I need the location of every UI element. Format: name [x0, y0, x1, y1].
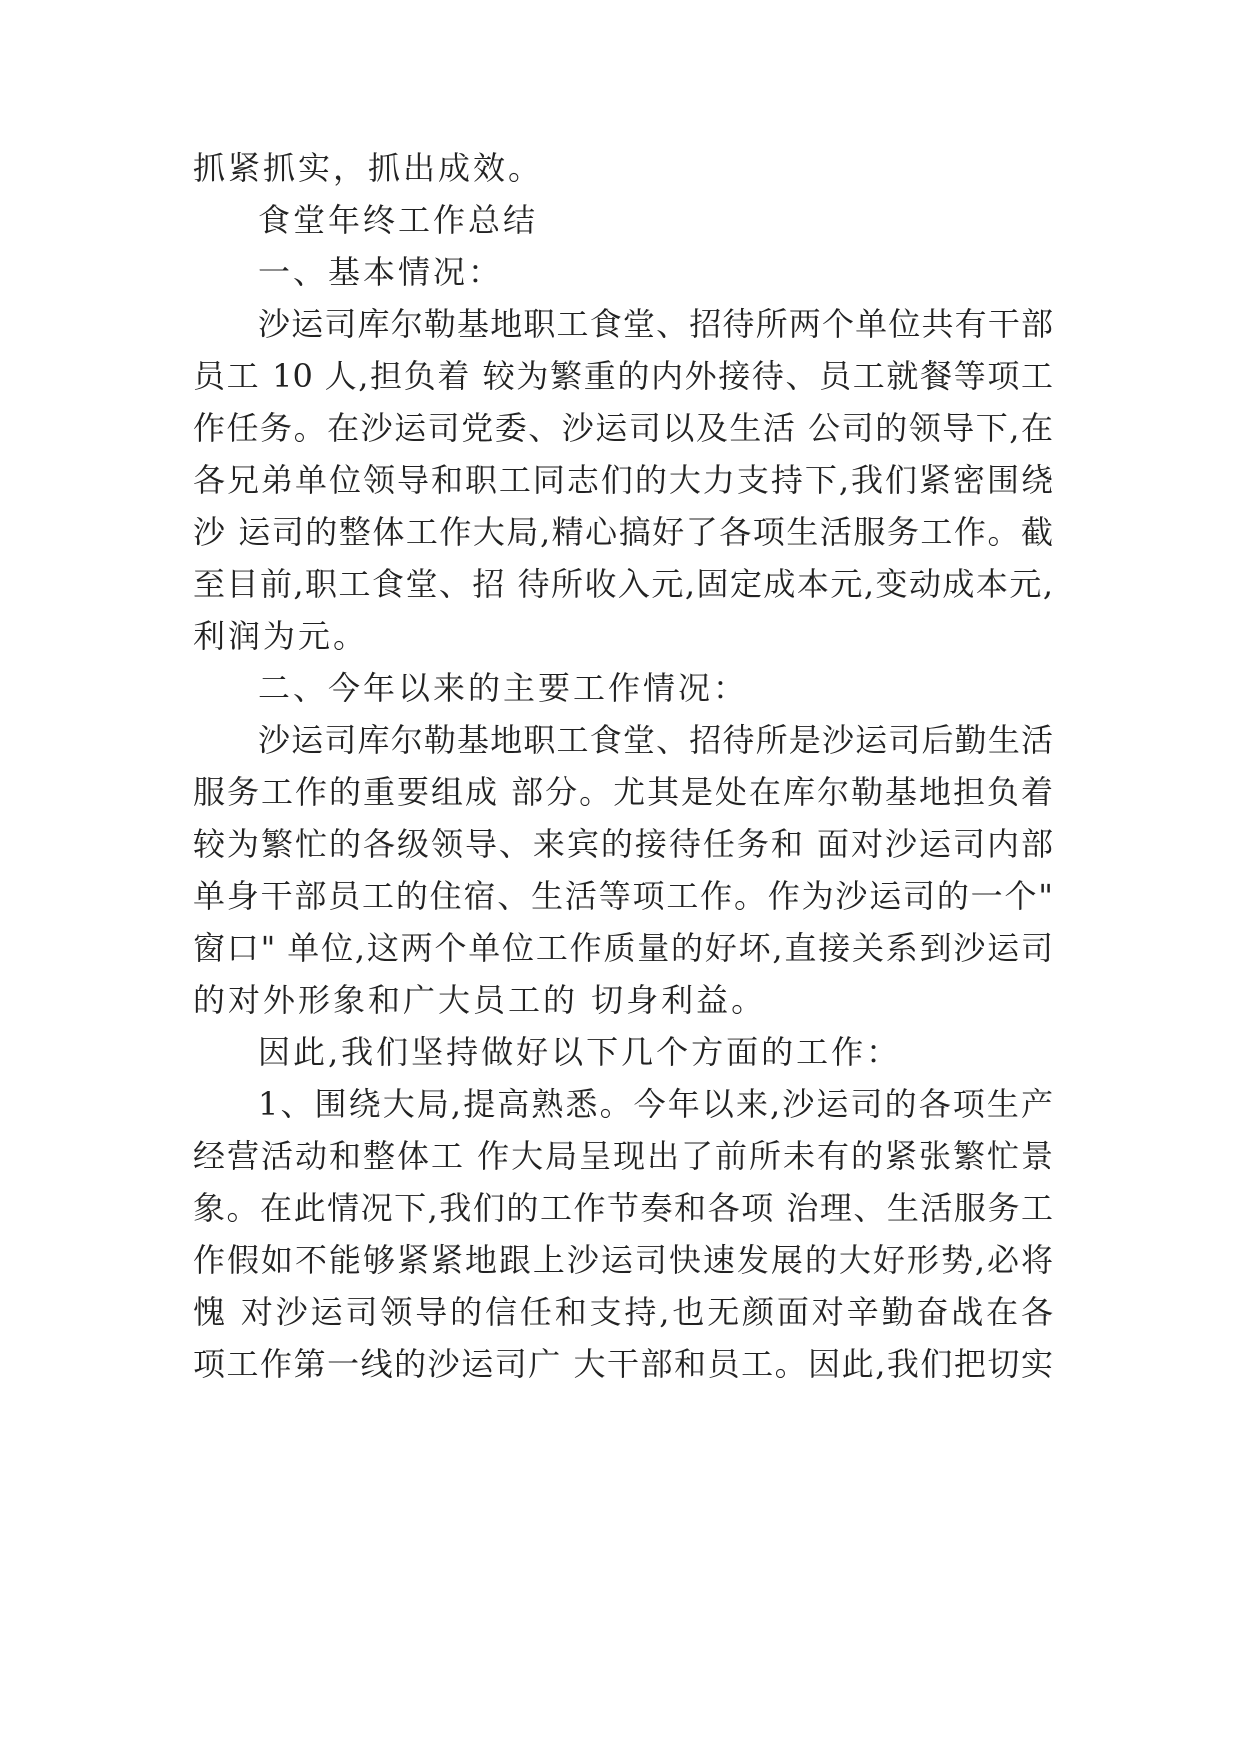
text-line: 沙运司库尔勒基地职工食堂、招待所两个单位共有干部 [258, 305, 1053, 343]
text-line: 抓紧抓实，抓出成效。 [193, 149, 544, 187]
text-line: 1、围绕大局,提高熟悉。今年以来,沙运司的各项生产 [258, 1085, 1053, 1123]
text-line: 的对外形象和广大员工的 切身利益。 [193, 981, 767, 1019]
section-title: 食堂年终工作总结 [258, 201, 539, 239]
text-line: 利润为元。 [193, 617, 369, 655]
text-line: 作任务。在沙运司党委、沙运司以及生活 公司的领导下,在 [193, 409, 1053, 447]
text-line: 单身干部员工的住宿、生活等项工作。作为沙运司的一个" [193, 877, 1053, 915]
text-line: 作假如不能够紧紧地跟上沙运司快速发展的大好形势,必将 [193, 1241, 1053, 1279]
text-line: 沙 运司的整体工作大局,精心搞好了各项生活服务工作。截 [193, 513, 1053, 551]
text-line: 象。在此情况下,我们的工作节奏和各项 治理、生活服务工 [193, 1189, 1053, 1227]
text-line: 至目前,职工食堂、招 待所收入元,固定成本元,变动成本元, [193, 565, 1053, 603]
section-heading: 二、今年以来的主要工作情况： [258, 669, 749, 707]
text-line: 项工作第一线的沙运司广 大干部和员工。因此,我们把切实 [193, 1345, 1053, 1383]
text-line: 因此,我们坚持做好以下几个方面的工作： [258, 1033, 902, 1071]
text-line: 员工 10 人,担负着 较为繁重的内外接待、员工就餐等项工 [193, 357, 1053, 395]
text-line: 沙运司库尔勒基地职工食堂、招待所是沙运司后勤生活 [258, 721, 1053, 759]
text-line: 服务工作的重要组成 部分。尤其是处在库尔勒基地担负着 [193, 773, 1053, 811]
section-heading: 一、基本情况： [258, 253, 504, 291]
text-line: 经营活动和整体工 作大局呈现出了前所未有的紧张繁忙景 [193, 1137, 1053, 1175]
text-line: 窗口" 单位,这两个单位工作质量的好坏,直接关系到沙运司 [193, 929, 1053, 967]
text-line: 愧 对沙运司领导的信任和支持,也无颜面对辛勤奋战在各 [193, 1293, 1053, 1331]
text-line: 较为繁忙的各级领导、来宾的接待任务和 面对沙运司内部 [193, 825, 1053, 863]
text-line: 各兄弟单位领导和职工同志们的大力支持下,我们紧密围绕 [193, 461, 1053, 499]
